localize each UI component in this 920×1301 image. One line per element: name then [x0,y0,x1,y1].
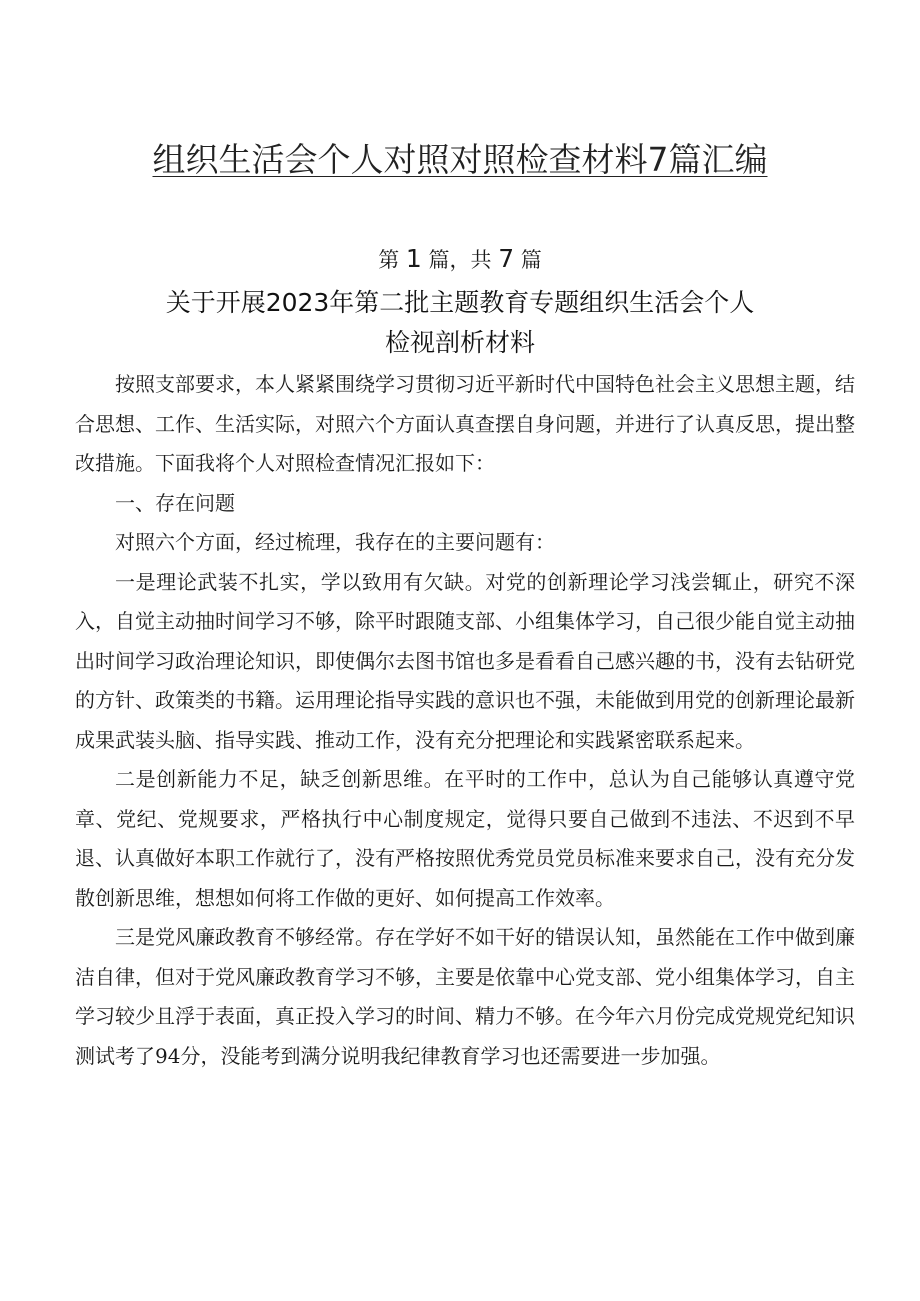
part-total-number: 7 [498,244,515,273]
part-prefix: 第 [378,248,400,272]
problem-paragraph-1: 一是理论武装不扎实，学以致用有欠缺。对党的创新理论学习浅尝辄止，研究不深入，自觉主动抽时间学习不够，除平时跟随支部、小组集体学习，自己很少能自觉主动抽出时间学习政治理论知识，即使偶尔去图书馆也多是看看自己感兴趣的书，没有去钻研党的方针、政策类的书籍。运用理论指导实践的意识也不强，未能做到用党的创新理论最新成果武装头脑、指导实践、推动工作，没有充分把理论和实践紧密联系起来。 [75,569,855,752]
section-heading-line-2: 检视剖析材料 [384,328,535,357]
problem-paragraph-3: 三是党风廉政教育不够经常。存在学好不如干好的错误认知，虽然能在工作中做到廉洁自律，但对于党风廉政教育学习不够，主要是依靠中心党支部、党小组集体学习，自主学习较少且浮于表面，真正投入学习的时间、精力不够。在今年六月份完成党规党纪知识测试考了94分，没能考到满分说明我纪律教育学习也还需要进一步加强。 [75,925,855,1068]
part-current-number: 1 [405,244,422,273]
section-heading-line-1: 关于开展2023年第二批主题教育专题组织生活会个人 [165,288,755,317]
part-middle: 篇，共 [428,248,492,272]
problems-lead-paragraph: 对照六个方面，经过梳理，我存在的主要问题有： [115,530,555,554]
problem-paragraph-2: 二是创新能力不足，缺乏创新思维。在平时的工作中，总认为自己能够认真遵守党章、党纪、党规要求，严格执行中心制度规定，觉得只要自己做到不违法、不迟到不早退、认真做好本职工作就行了，没有严格按照优秀党员党员标准来要求自己，没有充分发散创新思维，想想如何将工作做的更好、如何提高工作效率。 [75,767,855,910]
document-body [75,365,855,1076]
intro-paragraph: 按照支部要求，本人紧紧围绕学习贯彻习近平新时代中国特色社会主义思想主题，结合思想、工作、生活实际，对照六个方面认真查摆自身问题，并进行了认真反思，提出整改措施。下面我将个人对照检查情况汇报如下： [75,372,855,475]
document-title: 组织生活会个人对照对照检查材料7篇汇编 [152,140,768,179]
part-suffix: 篇 [520,248,542,272]
section-heading [0,283,920,363]
section-subheading: 一、存在问题 [115,490,235,515]
part-indicator [0,244,920,275]
